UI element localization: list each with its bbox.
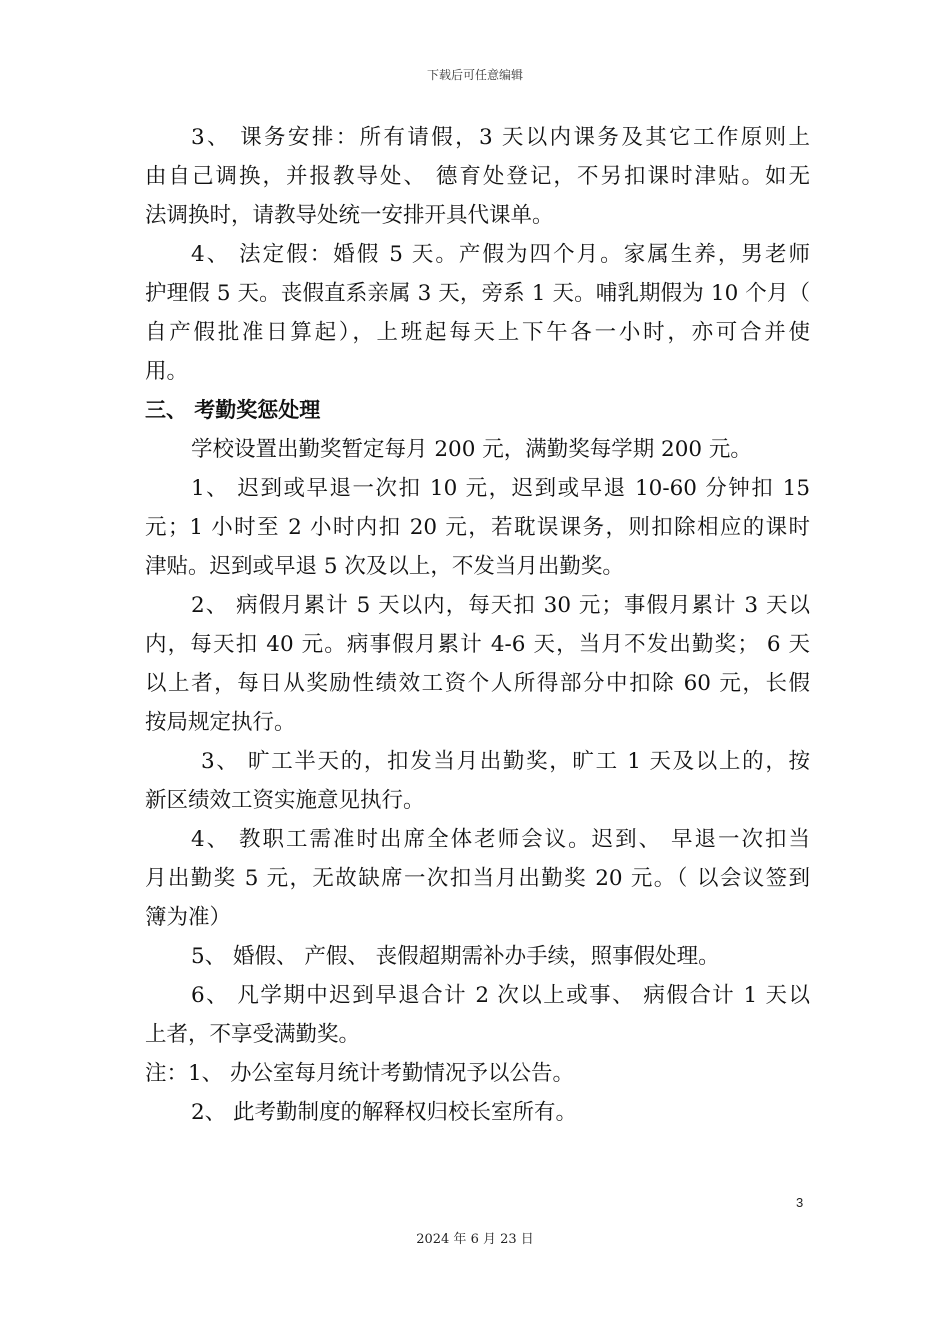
document-body: [145, 118, 810, 1132]
paragraph-line: 4、 法定假：婚假 5 天。产假为四个月。家属生养，男老师: [191, 242, 810, 267]
paragraph-line: 簿为准）: [145, 905, 232, 930]
paragraph-line: 学校设置出勤奖暂定每月 200 元，满勤奖每学期 200 元。: [191, 437, 752, 462]
paragraph-line: 元；1 小时至 2 小时内扣 20 元，若耽误课务，则扣除相应的课时: [145, 515, 810, 540]
paragraph-line: 用。: [145, 359, 189, 384]
paragraph-line: 自产假批准日算起），上班起每天上下午各一小时，亦可合并使: [145, 320, 810, 345]
page-footer-date: 2024 年 6 月 23 日: [416, 1232, 534, 1247]
paragraph-line: 上者，不享受满勤奖。: [145, 1022, 361, 1047]
page-number: 3: [796, 1195, 804, 1210]
page-header: 下载后可任意编辑: [426, 68, 523, 82]
paragraph-line: 3、 课务安排：所有请假，3 天以内课务及其它工作原则上: [191, 125, 810, 150]
paragraph-line: 津贴。迟到或早退 5 次及以上，不发当月出勤奖。: [145, 554, 624, 579]
paragraph-line: 3、 旷工半天的，扣发当月出勤奖，旷工 1 天及以上的，按: [201, 749, 810, 774]
section-heading: 三、 考勤奖惩处理: [145, 398, 321, 422]
paragraph-line: 法调换时，请教导处统一安排开具代课单。: [145, 203, 554, 228]
paragraph-line: 月出勤奖 5 元，无故缺席一次扣当月出勤奖 20 元。（ 以会议签到: [145, 866, 810, 891]
paragraph-line: 按局规定执行。: [145, 710, 296, 735]
paragraph-line: 5、 婚假、 产假、 丧假超期需补办手续，照事假处理。: [191, 944, 720, 969]
paragraph-line: 新区绩效工资实施意见执行。: [145, 788, 425, 813]
paragraph-line: 以上者，每日从奖励性绩效工资个人所得部分中扣除 60 元，长假: [145, 671, 810, 696]
paragraph-line: 6、 凡学期中迟到早退合计 2 次以上或事、 病假合计 1 天以: [191, 983, 810, 1008]
paragraph-line: 由自己调换，并报教导处、 德育处登记，不另扣课时津贴。如无: [145, 164, 810, 189]
paragraph-line: 2、 病假月累计 5 天以内，每天扣 30 元；事假月累计 3 天以: [191, 593, 810, 618]
paragraph-line: 4、 教职工需准时出席全体老师会议。迟到、 早退一次扣当: [191, 827, 810, 852]
paragraph-line: 护理假 5 天。丧假直系亲属 3 天，旁系 1 天。哺乳期假为 10 个月（: [145, 281, 810, 306]
paragraph-line: 内，每天扣 40 元。病事假月累计 4-6 天，当月不发出勤奖； 6 天: [145, 632, 810, 657]
note-line: 注：1、 办公室每月统计考勤情况予以公告。: [145, 1061, 575, 1086]
paragraph-line: 1、 迟到或早退一次扣 10 元，迟到或早退 10-60 分钟扣 15: [191, 476, 810, 501]
note-line: 2、 此考勤制度的解释权归校长室所有。: [191, 1100, 578, 1125]
